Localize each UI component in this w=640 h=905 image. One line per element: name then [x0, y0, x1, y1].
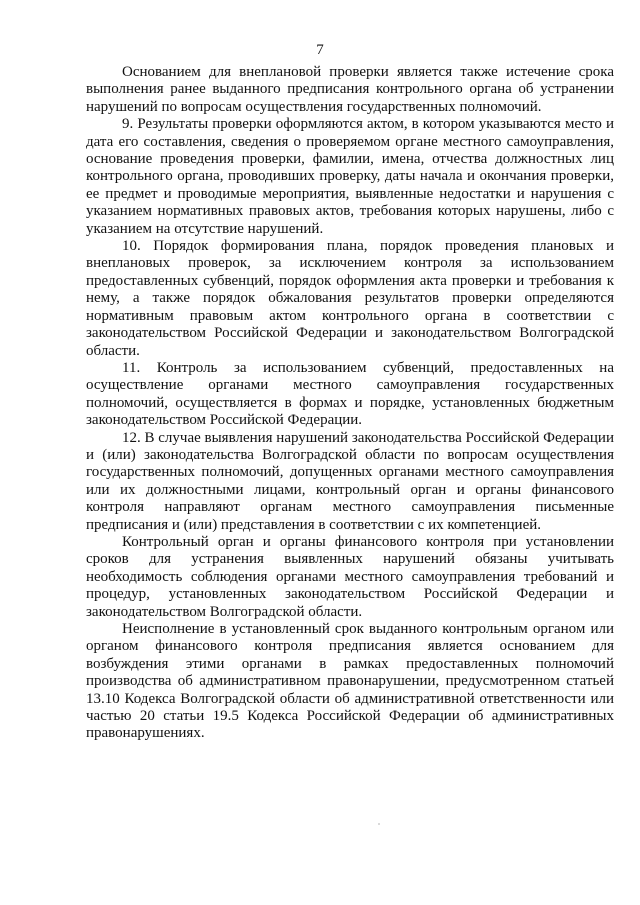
paragraph-item-10: 10. Порядок формирования плана, порядок проведения плановых и внеплановых проверок, за исключением контроля за использованием предоставленных субвенций, порядок оформления акта проверки и требования к нему, а также порядок обжалования результатов проверки определяются нормативным правовым актом контрольного органа в соответствии с законодательством Российской Федерации и законодательством Волгоградской области. — [86, 238, 614, 359]
paragraph-unscheduled-inspection: Основанием для внеплановой проверки является также истечение срока выполнения ранее выданного предписания контрольного органа об устранении нарушений по вопросам осуществления государственных полномочий. — [86, 64, 614, 115]
scan-artifact — [378, 823, 380, 825]
paragraph-deadlines: Контрольный орган и органы финансового контроля при установлении сроков для устранения выявленных нарушений обязаны учитывать необходимость соблюдения органами местного самоуправления требований и процедур, установленных законодательством Российской Федерации и законодательством Волгоградской области. — [86, 533, 614, 620]
document-body — [86, 64, 614, 743]
page-number: 7 — [316, 42, 324, 58]
paragraph-item-12: 12. В случае выявления нарушений законодательства Российской Федерации и (или) законодательства Волгоградской области по вопросам осуществления государственных полномочий, допущенных органами местного самоуправления или их должностными лицами, контрольный орган и органы финансового контроля направляют органам местного самоуправления письменные предписания и (или) представления в соответствии с их компетенцией. — [86, 429, 614, 533]
paragraph-non-compliance: Неисполнение в установленный срок выданного контрольным органом или органом финансового контроля предписания является основанием для возбуждения этими органами в рамках предоставленных полномочий производства об административном правонарушении, предусмотренном статьей 13.10 Кодекса Волгоградской области об административной ответственности или частью 20 статьи 19.5 Кодекса Российской Федерации об административных правонарушениях. — [86, 621, 614, 742]
paragraph-item-11: 11. Контроль за использованием субвенций, предоставленных на осуществление органами местного самоуправления государственных полномочий, осуществляется в формах и порядке, установленных бюджетным законодательством Российской Федерации. — [86, 359, 614, 429]
paragraph-item-9: 9. Результаты проверки оформляются актом, в котором указываются место и дата его составления, сведения о проверяемом органе местного самоуправления, основание проведения проверки, фамилии, имена, отчества должностных лиц контрольного органа, проводивших проверку, даты начала и окончания проверки, ее предмет и проводимые мероприятия, выявленные недостатки и нарушения с указанием нормативных правовых актов, требования которых нарушены, либо с указанием на отсутствие нарушений. — [86, 116, 614, 237]
